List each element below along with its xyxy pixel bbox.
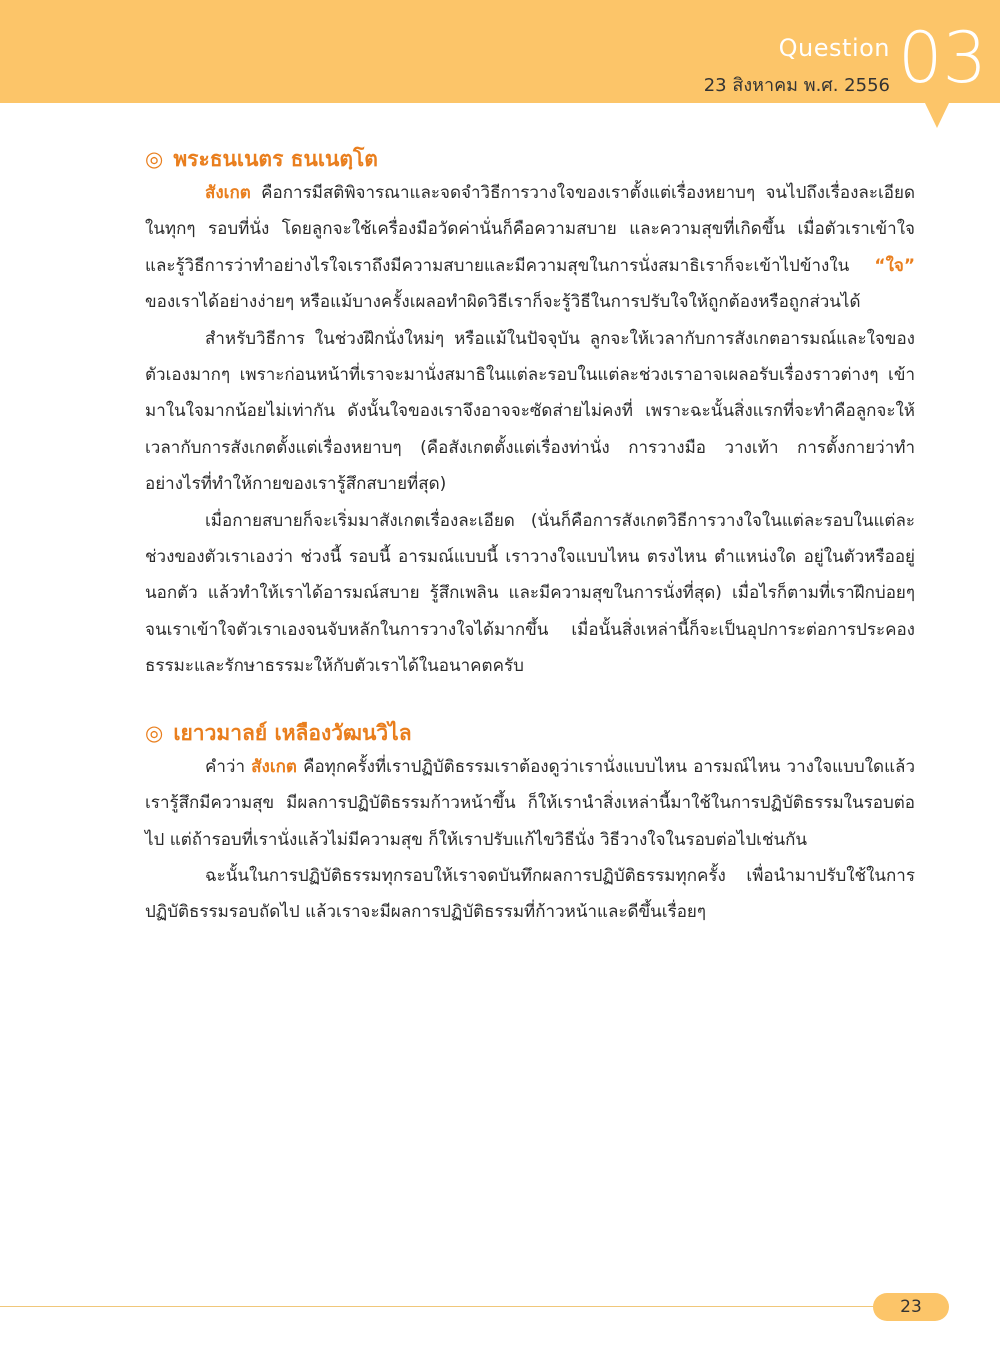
question-label: Question [778,34,890,62]
section-name: พระธนเนตร ธนเนตฺโต [173,147,378,171]
page-number: 23 [873,1293,949,1321]
footer-divider [0,1306,880,1307]
paragraph-text: คำว่า [205,756,252,777]
paragraph-text: คือทุกครั้งที่เราปฏิบัติธรรมเราต้องดูว่าเรานั่งแบบไหน อารมณ์ไหน วางใจแบบใดแล้วเรารู้สึกมีความสุข มีผลการปฏิบัติธรรมก้าวหน้าขึ้น ก็ให้เรานำสิ่งเหล่านี้มาใช้ในการปฏิบัติธรรมในรอบต่อไป แต่ถ้ารอบที่เรานั่งแล้วไม่มีความสุข ก็ให้เราปรับแก้ไขวิธีนั่ง วิธีวางใจในรอบต่อไปเช่นกัน [145,756,915,850]
section-heading-1 [145,143,915,175]
bullet-icon: ◎ [145,147,164,171]
paragraph-text: ของเราได้อย่างง่ายๆ หรือแม้บางครั้งเผลอทำผิดวิธีเราก็จะรู้วิธีในการปรับใจให้ถูกต้องหรือถูกส่วนได้ [145,292,861,313]
paragraph: เมื่อกายสบายก็จะเริ่มมาสังเกตเรื่องละเอียด (นั่นก็คือการสังเกตวิธีการวางใจในแต่ละรอบในแต่ละช่วงของตัวเราเองว่า ช่วงนี้ รอบนี้ อารมณ์แบบนี้ เราวางใจแบบไหน ตรงไหน ตำแหน่งใด อยู่ในตัวหรืออยู่นอกตัว แล้วทำให้เราได้อารมณ์สบาย รู้สึกเพลิน และมีความสุขในการนั่งที่สุด) เมื่อไรก็ตามที่เราฝึกบ่อยๆ จนเราเข้าใจตัวเราเองจนจับหลักในการวางใจได้มากขึ้น เมื่อนั้นสิ่งเหล่านี้ก็จะเป็นอุปการะต่อการประคองธรรมะและรักษาธรรมะให้กับตัวเราได้ในอนาคตครับ [145,510,915,677]
paragraph [145,749,915,858]
section-heading-2 [145,717,915,749]
paragraph: สำหรับวิธีการ ในช่วงฝึกนั่งใหม่ๆ หรือแม้ในปัจจุบัน ลูกจะให้เวลากับการสังเกตอารมณ์และใจของตัวเองมากๆ เพราะก่อนหน้าที่เราจะมานั่งสมาธิในแต่ละรอบในแต่ละช่วงเราอาจเผลอรับเรื่องราวต่างๆ เข้ามาในใจมากน้อยไม่เท่ากัน ดังนั้นใจของเราจึงอาจจะซัดส่ายไม่คงที่ เพราะฉะนั้นสิ่งแรกที่จะทำคือลูกจะให้เวลากับการสังเกตตั้งแต่เรื่องหยาบๆ (คือสังเกตตั้งแต่เรื่องท่านั่ง การวางมือ วางเท้า การตั้งกายว่าทำอย่างไรที่ทำให้กายของเรารู้สึกสบายที่สุด) [145,328,915,495]
bullet-icon: ◎ [145,720,164,745]
question-date: 23 สิงหาคม พ.ศ. 2556 [703,75,890,96]
highlight-term: สังเกต [251,756,297,777]
highlight-term: สังเกต [205,183,251,203]
article-body [145,143,915,931]
highlight-quote: “ใจ” [874,255,915,276]
header-pointer [925,103,949,128]
paragraph [145,175,915,321]
question-number: 03 [898,17,988,99]
section-name: เยาวมาลย์ เหลืองวัฒนวิไล [173,720,412,745]
paragraph: ฉะนั้นในการปฏิบัติธรรมทุกรอบให้เราจดบันทึกผลการปฏิบัติธรรมทุกครั้ง เพื่อนำมาปรับใช้ในการปฏิบัติธรรมรอบถัดไป แล้วเราจะมีผลการปฏิบัติธรรมที่ก้าวหน้าและดีขึ้นเรื่อยๆ [145,865,915,923]
paragraph-text: คือการมีสติพิจารณาและจดจำวิธีการวางใจของเราตั้งแต่เรื่องหยาบๆ จนไปถึงเรื่องละเอียดในทุกๆ รอบที่นั่ง โดยลูกจะใช้เครื่องมือวัดค่านั่นก็คือความสบาย และความสุขที่เกิดขึ้น เมื่อตัวเราเข้าใจและรู้วิธีการว่าทำอย่างไรใจเราถึงมีความสบายและมีความสุขในการนั่งสมาธิเราก็จะเข้าไปข้างใน [145,183,915,276]
